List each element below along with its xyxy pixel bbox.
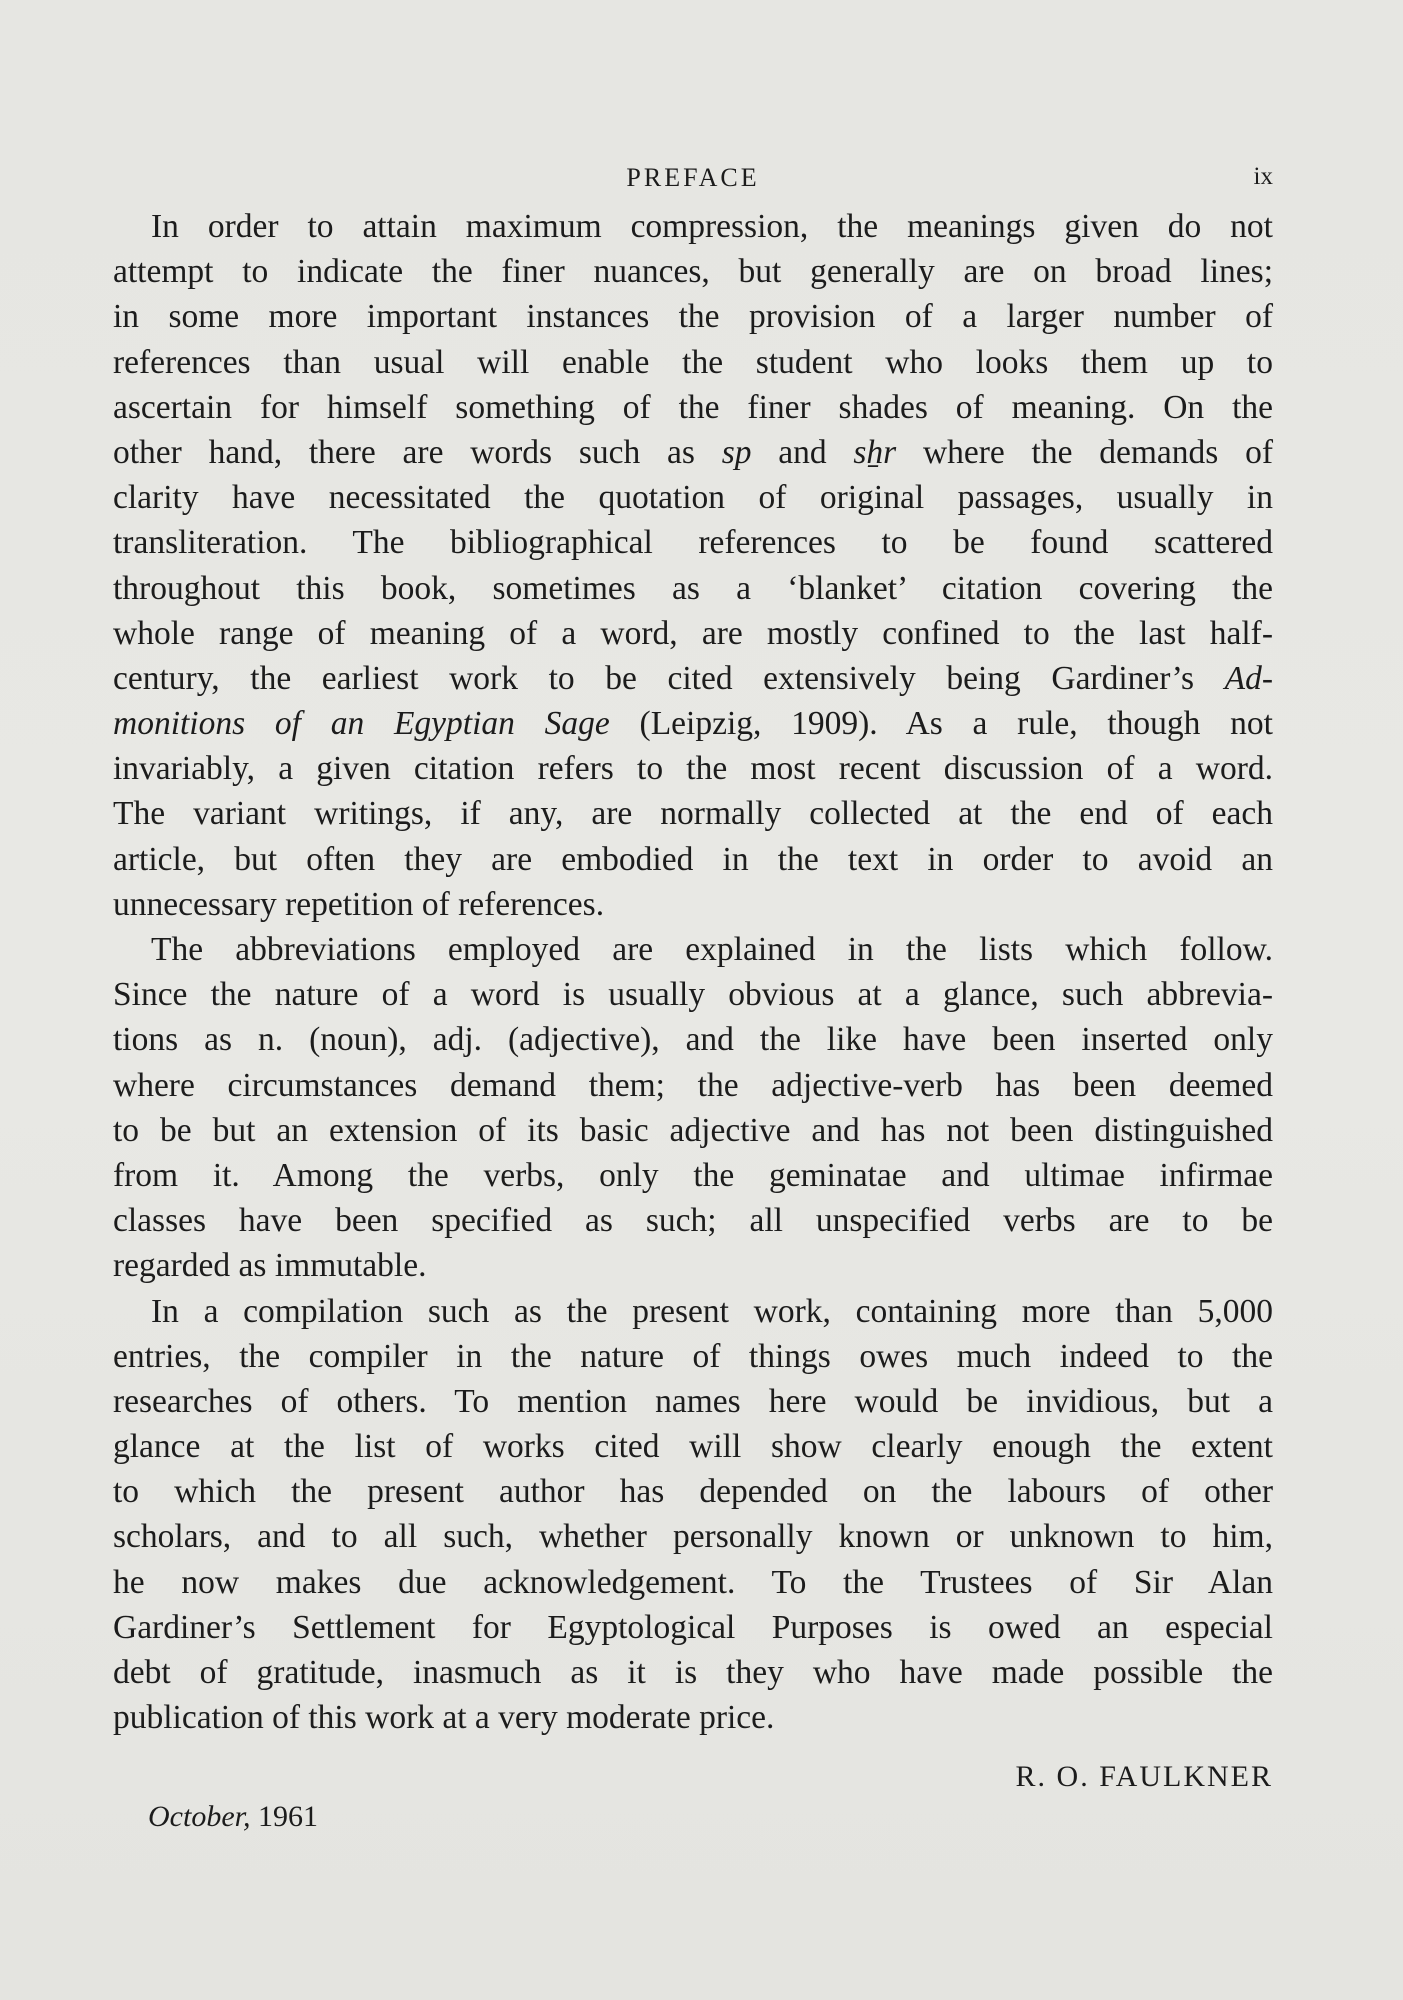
author-signature: R. O. FAULKNER bbox=[1015, 1760, 1273, 1793]
text-line: entries, the compiler in the nature of things owes much indeed to the bbox=[113, 1337, 1273, 1375]
text-line: to be but an extension of its basic adjective and has not been distinguished bbox=[113, 1111, 1273, 1149]
italic-term: sp bbox=[721, 433, 752, 471]
text-line: unnecessary repetition of references. bbox=[113, 885, 605, 923]
text-line: where circumstances demand them; the adjective-verb has been deemed bbox=[113, 1066, 1273, 1104]
text-line: In a compilation such as the present work, containing more than 5,000 bbox=[151, 1292, 1273, 1330]
page-number: ix bbox=[1253, 163, 1273, 190]
text-line: glance at the list of works cited will show clearly enough the extent bbox=[113, 1428, 1273, 1466]
text-line: he now makes due acknowledgement. To the Trustees of Sir Alan bbox=[113, 1563, 1273, 1601]
italic-term: sẖr bbox=[853, 433, 897, 471]
text-line: article, but often they are embodied in the text in order to avoid an bbox=[113, 840, 1273, 878]
text-line: monitions of an Egyptian Sage (Leipzig, 1909). As a rule, though not bbox=[113, 705, 1273, 743]
text-line: debt of gratitude, inasmuch as it is they who have made possible the bbox=[113, 1654, 1273, 1691]
italic-term: Ad- bbox=[1224, 659, 1273, 697]
text-line: from it. Among the verbs, only the geminatae and ultimae infirmae bbox=[113, 1156, 1273, 1194]
paragraph bbox=[113, 927, 1273, 1289]
text-line: transliteration. The bibliographical references to be found scattered bbox=[113, 524, 1273, 562]
text-line: ascertain for himself something of the finer shades of meaning. On the bbox=[113, 388, 1273, 426]
text-line: invariably, a given citation refers to the most recent discussion of a word. bbox=[113, 750, 1273, 788]
text-line: researches of others. To mention names here would be invidious, but a bbox=[113, 1382, 1273, 1420]
text-line: The variant writings, if any, are normally collected at the end of each bbox=[113, 795, 1273, 833]
text-line: tions as n. (noun), adj. (adjective), and the like have been inserted only bbox=[113, 1021, 1273, 1059]
text-line: in some more important instances the provision of a larger number of bbox=[113, 298, 1273, 336]
preface-body bbox=[113, 204, 1273, 1740]
text-line: clarity have necessitated the quotation of original passages, usually in bbox=[113, 479, 1273, 517]
text-line: whole range of meaning of a word, are mostly confined to the last half- bbox=[113, 614, 1273, 652]
text-line: throughout this book, sometimes as a ‘blanket’ citation covering the bbox=[113, 569, 1273, 607]
text-line: other hand, there are words such as sp and sẖr where the demands of bbox=[113, 433, 1273, 471]
paragraph bbox=[113, 1289, 1273, 1741]
text-line: century, the earliest work to be cited extensively being Gardiner’s Ad- bbox=[113, 659, 1273, 697]
text-line: The abbreviations employed are explained in the lists which follow. bbox=[151, 931, 1273, 968]
text-line: In order to attain maximum compression, the meanings given do not bbox=[151, 208, 1273, 245]
text-line: references than usual will enable the student who looks them up to bbox=[113, 343, 1273, 381]
text-line: Gardiner’s Settlement for Egyptological Purposes is owed an especial bbox=[113, 1608, 1273, 1646]
running-head bbox=[113, 163, 1273, 199]
running-title: PREFACE bbox=[626, 163, 760, 192]
text-line: classes have been specified as such; all unspecified verbs are to be bbox=[113, 1202, 1273, 1240]
text-line: Since the nature of a word is usually obvious at a glance, such abbrevia- bbox=[113, 976, 1273, 1014]
text-line: publication of this work at a very moderate price. bbox=[113, 1699, 775, 1737]
date-month: October, bbox=[148, 1800, 251, 1833]
text-line: scholars, and to all such, whether personally known or unknown to him, bbox=[113, 1518, 1273, 1556]
text-line: attempt to indicate the finer nuances, but generally are on broad lines; bbox=[113, 253, 1273, 291]
italic-term: monitions of an Egyptian Sage bbox=[113, 705, 610, 743]
date-year: 1961 bbox=[257, 1800, 318, 1833]
text-line: regarded as immutable. bbox=[113, 1247, 427, 1285]
preface-date bbox=[148, 1800, 318, 1834]
text-line: to which the present author has depended on the labours of other bbox=[113, 1473, 1273, 1511]
paragraph bbox=[113, 204, 1273, 927]
